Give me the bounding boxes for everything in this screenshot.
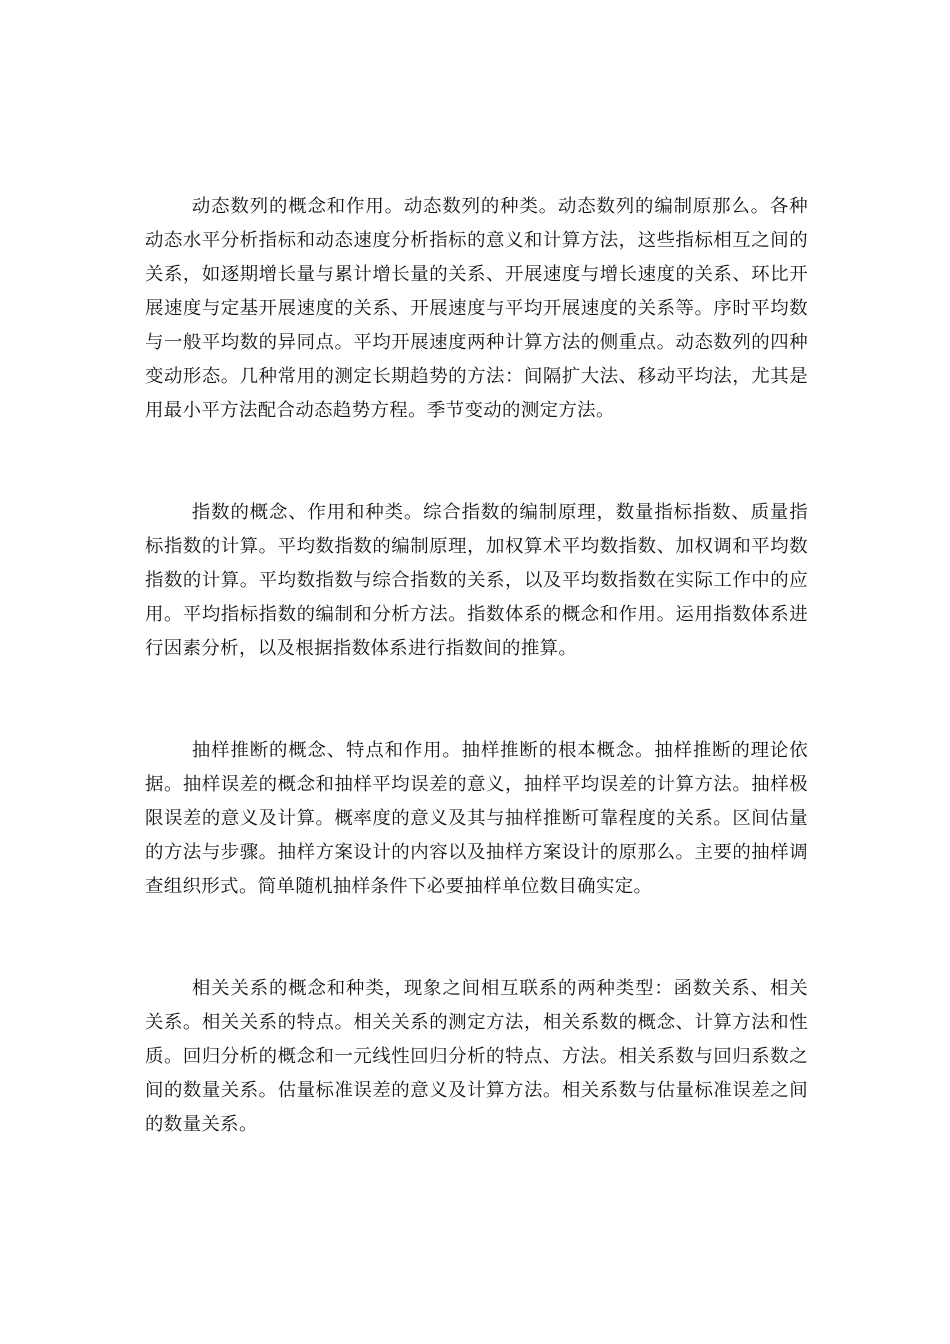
paragraph-correlation-regression: 相关关系的概念和种类，现象之间相互联系的两种类型：函数关系、相关关系。相关关系的特点。相关关系的测定方法，相关系数的概念、计算方法和性质。回归分析的概念和一元线性回归分析的特点、方法。相关系数与回归系数之间的数量关系。估量标准误差的意义及计算方法。相关系数与估量标准误差之间的数量关系。	[145, 978, 808, 1135]
document-page	[145, 190, 808, 1142]
paragraph-index-numbers: 指数的概念、作用和种类。综合指数的编制原理，数量指标指数、质量指标指数的计算。平均数指数的编制原理，加权算术平均数指数、加权调和平均数指数的计算。平均数指数与综合指数的关系，以及平均数指数在实际工作中的应用。平均指标指数的编制和分析方法。指数体系的概念和作用。运用指数体系进行因素分析，以及根据指数体系进行指数间的推算。	[145, 502, 808, 659]
paragraph-sampling-inference: 抽样推断的概念、特点和作用。抽样推断的根本概念。抽样推断的理论依据。抽样误差的概念和抽样平均误差的意义，抽样平均误差的计算方法。抽样极限误差的意义及计算。概率度的意义及其与抽样推断可靠程度的关系。区间估量的方法与步骤。抽样方案设计的内容以及抽样方案设计的原那么。主要的抽样调查组织形式。简单随机抽样条件下必要抽样单位数目确实定。	[145, 740, 808, 897]
paragraph-time-series: 动态数列的概念和作用。动态数列的种类。动态数列的编制原那么。各种动态水平分析指标和动态速度分析指标的意义和计算方法，这些指标相互之间的关系，如逐期增长量与累计增长量的关系、开展速度与增长速度的关系、环比开展速度与定基开展速度的关系、开展速度与平均开展速度的关系等。序时平均数与一般平均数的异同点。平均开展速度两种计算方法的侧重点。动态数列的四种变动形态。几种常用的测定长期趋势的方法：间隔扩大法、移动平均法，尤其是用最小平方法配合动态趋势方程。季节变动的测定方法。	[145, 196, 808, 421]
